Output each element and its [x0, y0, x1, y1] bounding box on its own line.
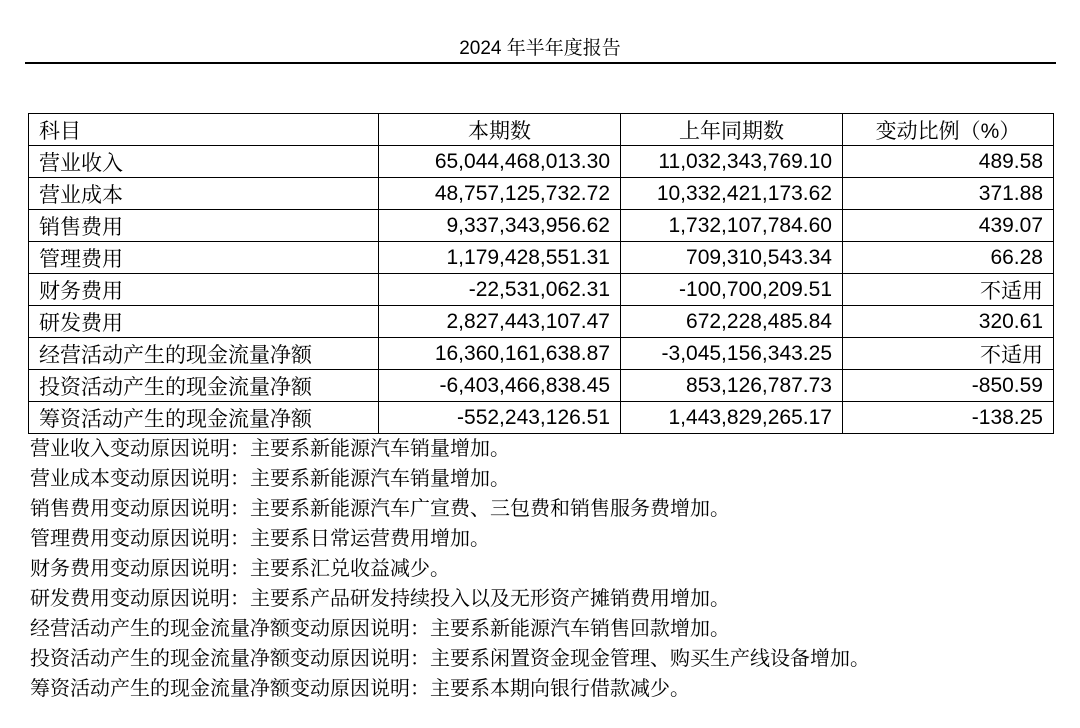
cell-change: 320.61 [843, 306, 1054, 338]
table-row [29, 210, 1054, 242]
cell-current: 2,827,443,107.47 [379, 306, 621, 338]
cell-prior: 1,732,107,784.60 [621, 210, 843, 242]
cell-current: 16,360,161,638.87 [379, 338, 621, 370]
cell-change: -850.59 [843, 370, 1054, 402]
cell-change: 371.88 [843, 178, 1054, 210]
cell-current: -6,403,466,838.45 [379, 370, 621, 402]
cell-change: -138.25 [843, 402, 1054, 434]
header-rule [25, 62, 1056, 64]
cell-prior: 11,032,343,769.10 [621, 146, 843, 178]
table-row [29, 402, 1054, 434]
table-row [29, 306, 1054, 338]
table-row [29, 274, 1054, 306]
cell-change: 不适用 [843, 274, 1054, 306]
change-explanations [30, 434, 1060, 704]
cell-current: 9,337,343,956.62 [379, 210, 621, 242]
cell-current: -552,243,126.51 [379, 402, 621, 434]
header-subject: 科目 [29, 114, 379, 146]
cell-change: 66.28 [843, 242, 1054, 274]
cell-prior: 10,332,421,173.62 [621, 178, 843, 210]
note-investing-cash-flow: 投资活动产生的现金流量净额变动原因说明：主要系闲置资金现金管理、购买生产线设备增加。 [30, 648, 870, 670]
table-header-row [29, 114, 1054, 146]
cell-prior: 1,443,829,265.17 [621, 402, 843, 434]
note-selling-expenses: 销售费用变动原因说明：主要系新能源汽车广宣费、三包费和销售服务费增加。 [30, 498, 730, 520]
table-row [29, 146, 1054, 178]
cell-prior: 853,126,787.73 [621, 370, 843, 402]
cell-subject: 投资活动产生的现金流量净额 [29, 370, 379, 402]
report-header-title: 2024 年半年度报告 [459, 38, 621, 59]
header-prior-period: 上年同期数 [621, 114, 843, 146]
header-current-period: 本期数 [379, 114, 621, 146]
cell-subject: 管理费用 [29, 242, 379, 274]
cell-subject: 营业成本 [29, 178, 379, 210]
cell-prior: 672,228,485.84 [621, 306, 843, 338]
table-row [29, 370, 1054, 402]
cell-subject: 经营活动产生的现金流量净额 [29, 338, 379, 370]
header-change-ratio: 变动比例（%） [843, 114, 1054, 146]
cell-prior: -3,045,156,343.25 [621, 338, 843, 370]
cell-prior: 709,310,543.34 [621, 242, 843, 274]
cell-current: 1,179,428,551.31 [379, 242, 621, 274]
table-row [29, 338, 1054, 370]
note-rd-expenses: 研发费用变动原因说明：主要系产品研发持续投入以及无形资产摊销费用增加。 [30, 588, 730, 610]
note-admin-expenses: 管理费用变动原因说明：主要系日常运营费用增加。 [30, 528, 490, 550]
note-operating-cash-flow: 经营活动产生的现金流量净额变动原因说明：主要系新能源汽车销售回款增加。 [30, 618, 730, 640]
cell-current: 65,044,468,013.30 [379, 146, 621, 178]
cell-change: 439.07 [843, 210, 1054, 242]
cell-subject: 财务费用 [29, 274, 379, 306]
cell-current: -22,531,062.31 [379, 274, 621, 306]
note-finance-expenses: 财务费用变动原因说明：主要系汇兑收益减少。 [30, 558, 450, 580]
financial-table [28, 113, 1054, 434]
cell-change: 不适用 [843, 338, 1054, 370]
cell-prior: -100,700,209.51 [621, 274, 843, 306]
cell-subject: 营业收入 [29, 146, 379, 178]
cell-current: 48,757,125,732.72 [379, 178, 621, 210]
cell-subject: 筹资活动产生的现金流量净额 [29, 402, 379, 434]
table-row [29, 178, 1054, 210]
table-row [29, 242, 1054, 274]
note-financing-cash-flow: 筹资活动产生的现金流量净额变动原因说明：主要系本期向银行借款减少。 [30, 678, 690, 700]
cell-subject: 销售费用 [29, 210, 379, 242]
note-cost-of-revenue: 营业成本变动原因说明：主要系新能源汽车销量增加。 [30, 468, 510, 490]
note-revenue: 营业收入变动原因说明：主要系新能源汽车销量增加。 [30, 438, 510, 460]
cell-subject: 研发费用 [29, 306, 379, 338]
cell-change: 489.58 [843, 146, 1054, 178]
